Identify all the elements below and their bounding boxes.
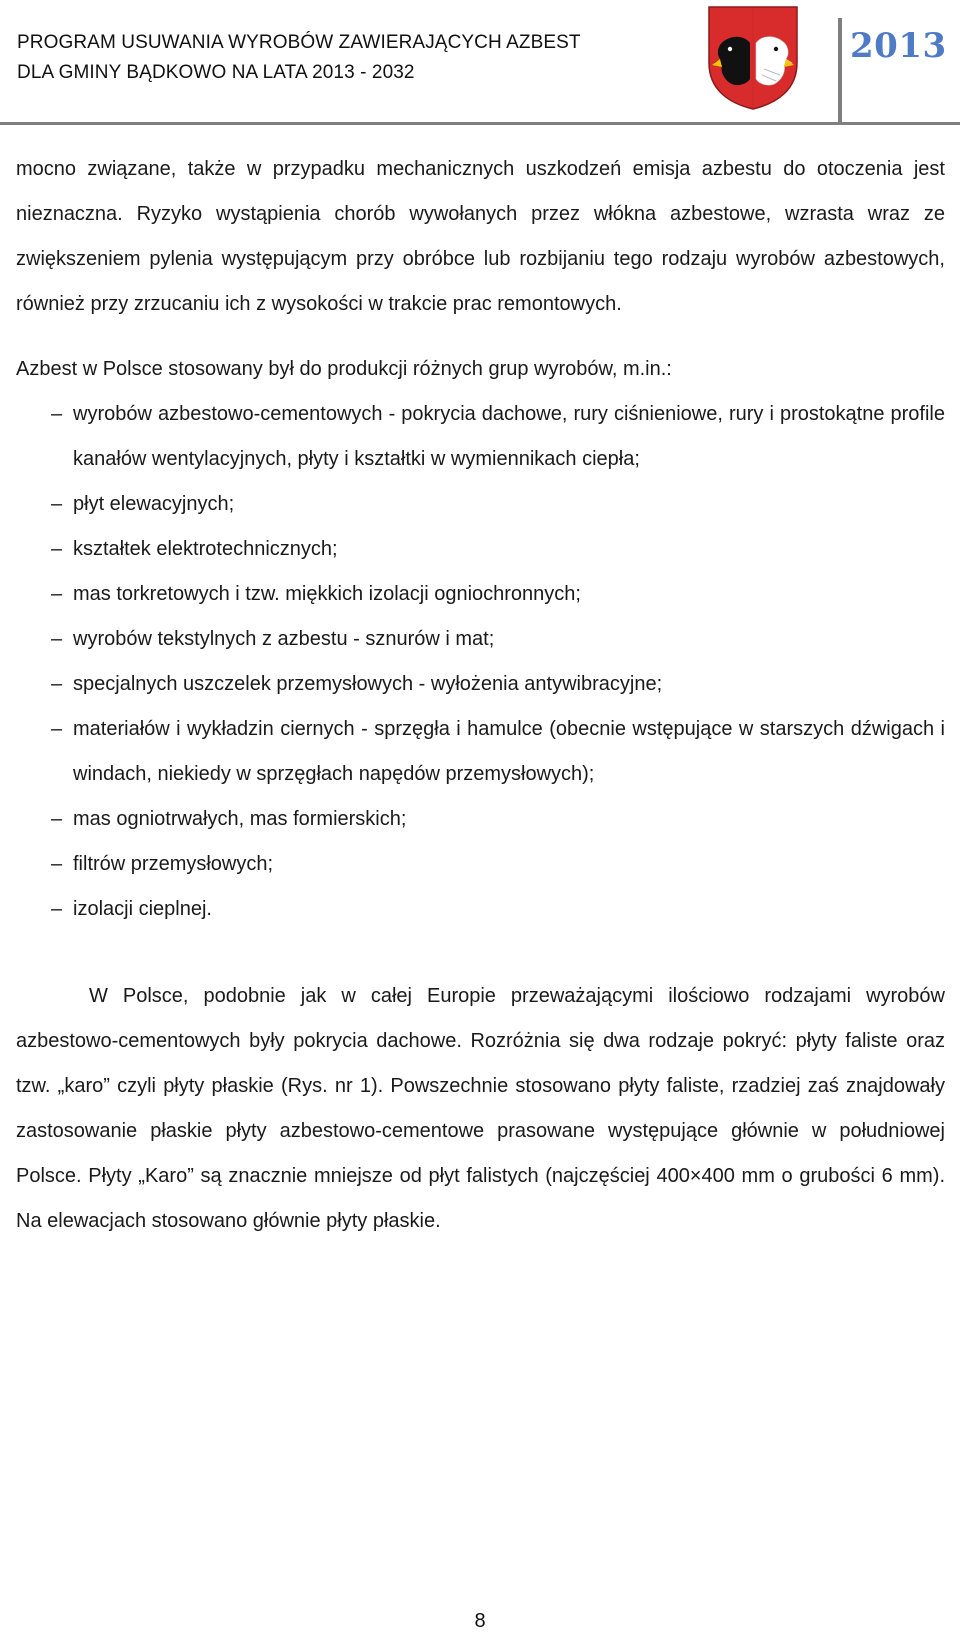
asbestos-products-list — [16, 392, 945, 932]
page-number: 8 — [474, 1610, 486, 1632]
list-dash: – — [51, 538, 63, 560]
page-content — [16, 147, 945, 1244]
header-year: 2013 — [850, 26, 947, 66]
paragraph-roofing: W Polsce, podobnie jak w całej Europie przeważającymi ilościowo rodzajami wyrobów azbestowo-cementowych były pokrycia dachowe. Rozróżnia się dwa rodzaje pokryć: płyty faliste oraz tzw. „karo” czyli płyty płaskie (Rys. nr 1). Powszechnie stosowano płyty faliste, rzadziej zaś znajdowały zastosowanie płaskie płyty azbestowo-cementowe prasowane występujące głównie w południowej Polsce. Płyty „Karo” są znacznie mniejsze od płyt falistych (najczęściej 400×400 mm o grubości 6 mm). Na elewacjach stosowano głównie płyty płaskie. — [16, 985, 945, 1232]
list-item: – izolacji cieplnej. — [16, 887, 945, 932]
paragraph-risk: mocno związane, także w przypadku mechanicznych uszkodzeń emisja azbestu do otoczenia jest nieznaczna. Ryzyko wystąpienia chorób wywołanych przez włókna azbestowe, wzrasta wraz ze zwiększeniem pylenia występującym przy obróbce lub rozbijaniu tego rodzaju wyrobów azbestowych, również przy zrzucaniu ich z wysokości w trakcie prac remontowych. — [16, 158, 945, 315]
list-dash: – — [51, 898, 63, 920]
list-item: – kształtek elektrotechnicznych; — [16, 527, 945, 572]
list-dash: – — [51, 853, 63, 875]
paragraph-intro: Azbest w Polsce stosowany był do produkcji różnych grup wyrobów, m.in.: — [16, 358, 672, 380]
spacer — [16, 327, 945, 347]
program-title — [17, 28, 581, 88]
page-header — [0, 0, 960, 126]
list-item: – filtrów przemysłowych; — [16, 842, 945, 887]
list-item: – mas ogniotrwałych, mas formierskich; — [16, 797, 945, 842]
program-title-line2: DLA GMINY BĄDKOWO NA LATA 2013 - 2032 — [17, 62, 415, 83]
list-dash: – — [51, 628, 63, 650]
list-item: – wyrobów tekstylnych z azbestu - sznurów i mat; — [16, 617, 945, 662]
spacer — [16, 932, 945, 974]
list-item: – specjalnych uszczelek przemysłowych - wyłożenia antywibracyjne; — [16, 662, 945, 707]
list-dash: – — [51, 403, 63, 425]
list-dash: – — [51, 583, 63, 605]
list-dash: – — [51, 493, 63, 515]
list-dash: – — [51, 808, 63, 830]
list-item: – mas torkretowych i tzw. miękkich izolacji ogniochronnych; — [16, 572, 945, 617]
list-item: – płyt elewacyjnych; — [16, 482, 945, 527]
list-dash: – — [51, 718, 63, 740]
coat-of-arms-icon — [706, 5, 800, 111]
list-item: – materiałów i wykładzin ciernych - sprzęgła i hamulce (obecnie wstępujące w starszych dźwigach i windach, niekiedy w sprzęgłach napędów przemysłowych); — [16, 707, 945, 797]
program-title-line1: PROGRAM USUWANIA WYROBÓW ZAWIERAJĄCYCH AZBEST — [17, 32, 581, 53]
header-vertical-divider — [838, 18, 842, 122]
list-item: – wyrobów azbestowo-cementowych - pokrycia dachowe, rury ciśnieniowe, rury i prostokątne profile kanałów wentylacyjnych, płyty i kształtki w wymiennikach ciepła; — [16, 392, 945, 482]
list-dash: – — [51, 673, 63, 695]
header-divider — [0, 122, 960, 125]
